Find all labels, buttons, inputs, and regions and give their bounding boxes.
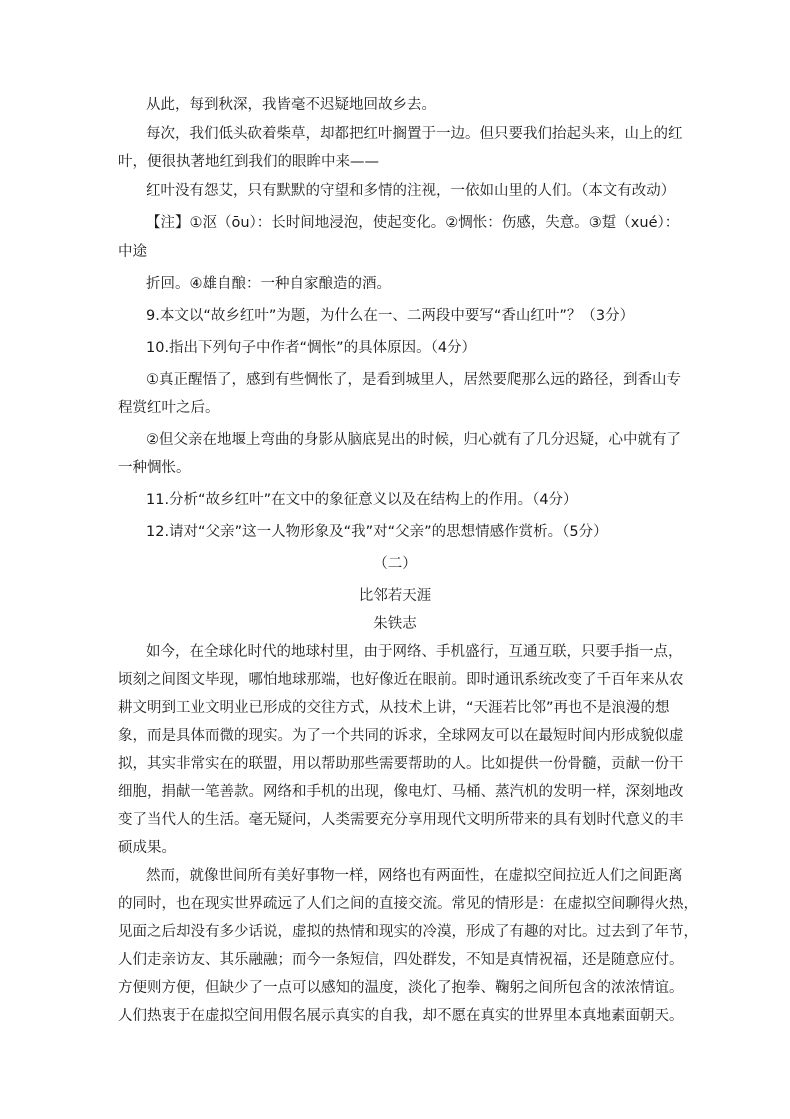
text-line: 耕文明到工业文明业已形成的交往方式，从技术上讲，“天涯若比邻”再也不是浪漫的想 [118,700,670,716]
text-line: 红叶没有怨艾，只有默默的守望和多情的注视，一依如山里的人们。（本文有改动） [146,183,676,199]
text-line: 一种惆怅。 [118,460,191,476]
text-line: 人们热衷于在虚拟空间用假名展示真实的自我，却不愿在真实的世界里本真地素面朝天。 [118,1008,684,1024]
text-line: 每次，我们低头砍着柴草，却都把红叶搁置于一边。但只要我们抬起头来，山上的红 [146,126,683,142]
text-line: 象，而是具体而微的现实。为了一个共同的诉求，全球网友可以在最短时间内形成貌似虚 [118,728,684,744]
text-line: 如今，在全球化时代的地球村里，由于网络、手机盛行，互通互联，只要手指一点， [146,644,683,660]
text-line: ②但父亲在地堰上弯曲的身影从脑底晃出的时候，归心就有了几分迟疑，心中就有了 [146,432,681,448]
question-12: 12.请对“父亲”这一人物形象及“我”对“父亲”的思想情感作赏析。（5分） [146,524,608,540]
article-author: 朱铁志 [373,616,417,632]
text-line: 见面之后却没有多少话说，虚拟的热情和现实的冷漠，形成了有趣的对比。过去到了年节， [118,924,698,940]
question-10: 10.指出下列句子中作者“惆怅”的具体原因。（4分） [146,340,477,356]
text-line: 然而，就像世间所有美好事物一样，网络也有两面性，在虚拟空间拉近人们之间距离 [146,868,683,884]
text-line: 从此，每到秋深，我皆毫不迟疑地回故乡去。 [146,97,436,113]
text-line: 叶，便很执著地红到我们的眼眸中来—— [118,154,379,170]
text-line: 硕成果。 [118,840,176,856]
text-line: 的同时，也在现实世界疏远了人们之间的直接交流。常见的情形是：在虚拟空间聊得火热， [118,896,698,912]
text-line: 变了当代人的生活。毫无疑问，人类需要充分享用现代文明所带来的具有划时代意义的丰 [118,812,684,828]
text-line: 细胞，捐献一笔善款。网络和手机的出现，像电灯、马桶、蒸汽机的发明一样，深刻地改 [118,784,684,800]
section-heading: （二） [373,556,417,572]
annotation-note: 【注】①沤（ōu）：长时间地浸泡，使起变化。②惆怅：伤感，失意。③踅（xué）： [146,215,680,231]
text-line: 中途 [118,244,147,260]
question-11: 11.分析“故乡红叶”在文中的象征意义以及在结构上的作用。（4分） [146,492,578,508]
text-line: ①真正醒悟了，感到有些惆怅了，是看到城里人，居然要爬那么远的路径，到香山专 [146,372,681,388]
text-line: 人们走亲访友、其乐融融；而今一条短信，四处群发，不知是真情祝福，还是随意应付。 [118,952,684,968]
question-9: 9.本文以“故乡红叶”为题，为什么在一、二两段中要写“香山红叶”？（3分） [146,308,635,324]
text-line: 折回。④雄自酿：一种自家酿造的酒。 [146,276,391,292]
article-title: 比邻若天涯 [358,588,432,604]
text-line: 程赏红叶之后。 [118,400,220,416]
text-line: 方便则方便，但缺少了一点可以感知的温度，淡化了抱拳、鞠躬之间所包含的浓浓情谊。 [118,980,684,996]
text-line: 拟，其实非常实在的联盟，用以帮助那些需要帮助的人。比如提供一份骨髓，贡献一份干 [118,756,684,772]
text-line: 顷刻之间图文毕现，哪怕地球那端，也好像近在眼前。即时通讯系统改变了千百年来从农 [118,672,684,688]
